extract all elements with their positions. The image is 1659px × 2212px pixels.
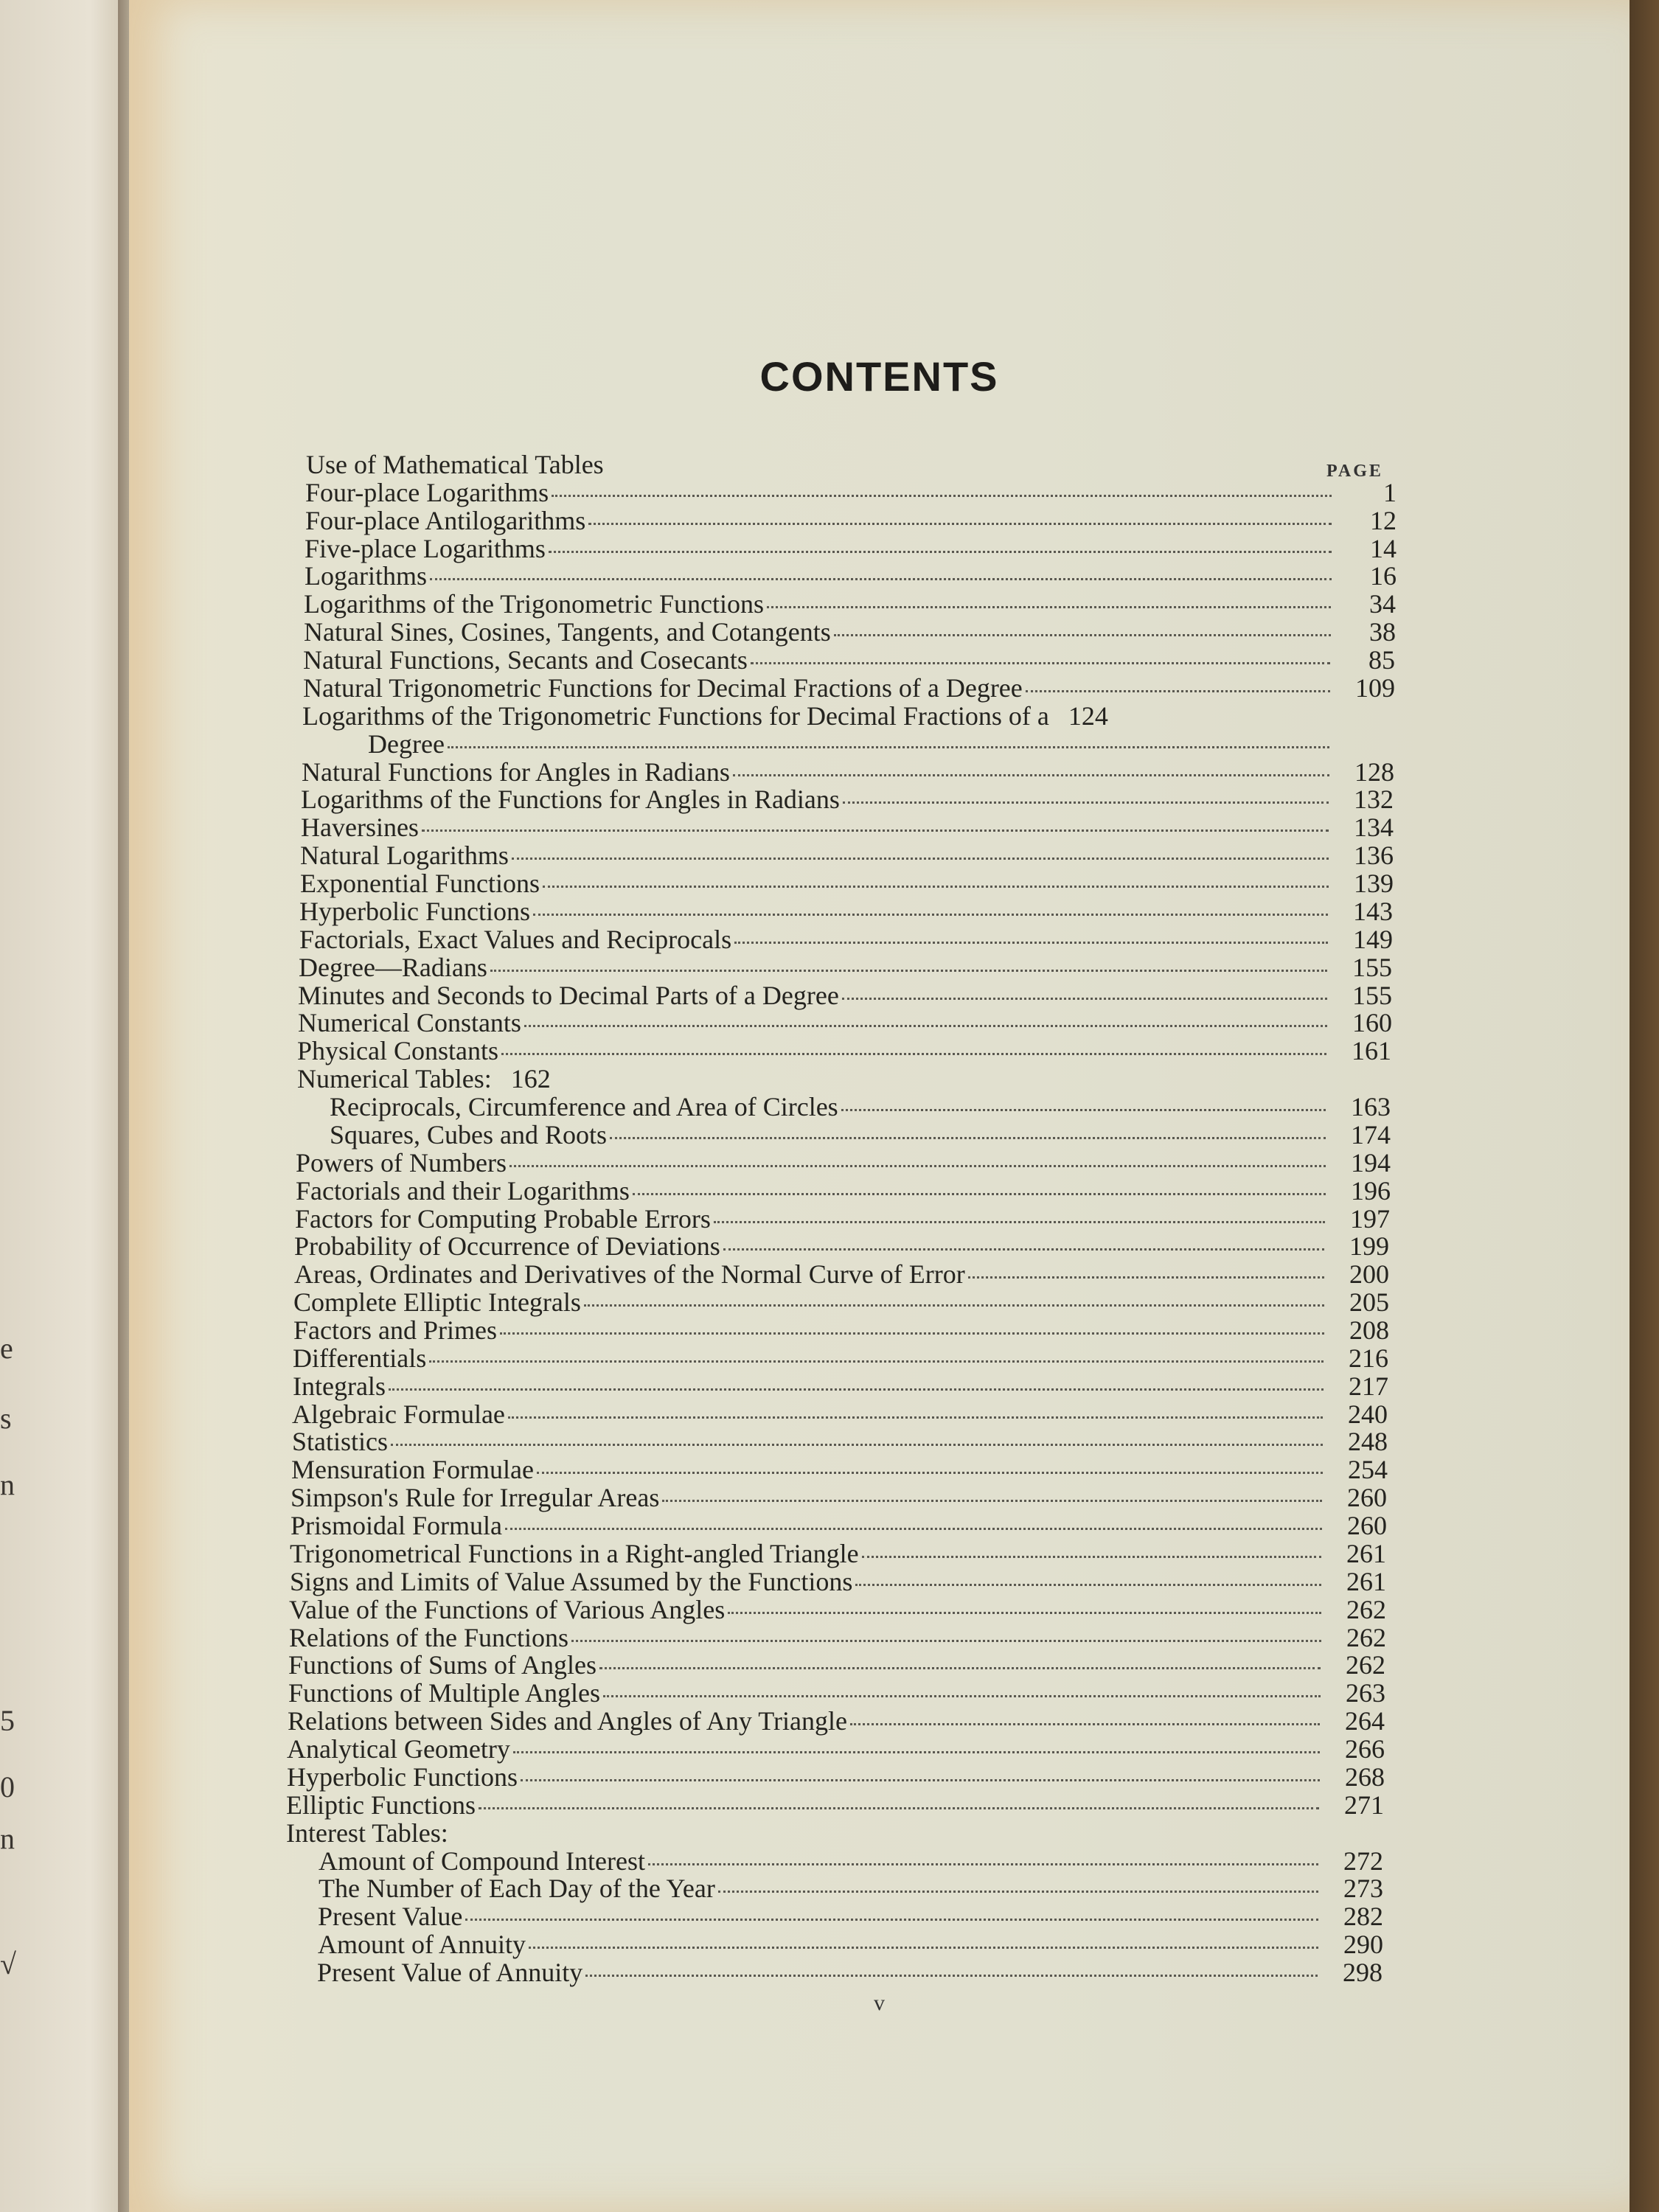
toc-entry-page: 162 bbox=[510, 1064, 551, 1093]
toc-entry-title: Physical Constants bbox=[297, 1036, 499, 1065]
toc-entry-page: 199 bbox=[1349, 1231, 1389, 1261]
right-background-edge bbox=[1626, 0, 1659, 2212]
toc-entry-title: Natural Functions, Secants and Cosecants bbox=[303, 645, 748, 675]
page-folio-number: v bbox=[874, 1991, 885, 2015]
toc-dot-leader bbox=[465, 1919, 1318, 1921]
toc-dot-leader bbox=[588, 523, 1332, 525]
toc-entry bbox=[289, 1595, 1386, 1624]
left-page-fragment: 5 bbox=[0, 1704, 15, 1737]
toc-dot-leader bbox=[512, 858, 1329, 860]
toc-entry-page: 85 bbox=[1368, 645, 1395, 675]
toc-entry-title: Mensuration Formulae bbox=[291, 1455, 534, 1484]
toc-entry bbox=[306, 450, 1397, 479]
toc-entry-title: Powers of Numbers bbox=[296, 1148, 507, 1178]
toc-entry-title: Present Value bbox=[318, 1902, 463, 1931]
toc-entry-title: Haversines bbox=[301, 813, 419, 842]
toc-dot-leader bbox=[585, 1975, 1318, 1977]
toc-entry bbox=[293, 1315, 1389, 1345]
table-of-contents bbox=[129, 0, 1630, 2212]
toc-dot-leader bbox=[533, 914, 1328, 916]
toc-entry bbox=[290, 1567, 1386, 1596]
toc-entry-page: 205 bbox=[1349, 1287, 1389, 1317]
toc-entry-title: Minutes and Seconds to Decimal Parts of a Degree bbox=[298, 981, 839, 1010]
toc-entry-page: 139 bbox=[1354, 869, 1394, 898]
toc-entry-title: Prismoidal Formula bbox=[291, 1511, 502, 1540]
toc-entry-page: 196 bbox=[1351, 1176, 1391, 1206]
toc-entry bbox=[293, 1343, 1388, 1373]
toc-entry-title: Four-place Logarithms bbox=[305, 478, 549, 507]
toc-entry-title: Factors for Computing Probable Errors bbox=[295, 1204, 711, 1234]
toc-entry bbox=[305, 534, 1397, 563]
toc-dot-leader bbox=[834, 634, 1331, 636]
toc-entry-title: Amount of Compound Interest bbox=[319, 1846, 645, 1876]
toc-entry-title: Logarithms of the Functions for Angles in Radians bbox=[301, 785, 840, 814]
toc-entry-page: 155 bbox=[1352, 953, 1392, 982]
toc-dot-leader bbox=[448, 746, 1329, 748]
toc-entry-title: Value of the Functions of Various Angles bbox=[289, 1595, 726, 1624]
toc-entry-page: 290 bbox=[1343, 1930, 1383, 1959]
toc-dot-leader bbox=[751, 662, 1330, 664]
toc-dot-leader bbox=[841, 1109, 1326, 1111]
toc-dot-leader bbox=[429, 1360, 1324, 1363]
toc-entry bbox=[305, 478, 1397, 507]
left-page-fragment: √ bbox=[0, 1947, 16, 1980]
toc-dot-leader bbox=[633, 1193, 1326, 1195]
toc-entry bbox=[305, 506, 1397, 535]
toc-entry bbox=[296, 1148, 1391, 1178]
toc-dot-leader bbox=[529, 1947, 1318, 1949]
toc-dot-leader bbox=[733, 774, 1329, 776]
left-page-fragment: n bbox=[0, 1822, 15, 1855]
toc-entry-title: Natural Trigonometric Functions for Decimal Fractions of a Degree bbox=[303, 673, 1023, 703]
toc-entry bbox=[294, 1259, 1389, 1289]
toc-entry-title: Natural Sines, Cosines, Tangents, and Cotangents bbox=[304, 617, 831, 647]
toc-dot-leader bbox=[524, 1025, 1327, 1027]
toc-entry-page: 254 bbox=[1348, 1455, 1388, 1484]
toc-entry bbox=[293, 1371, 1388, 1401]
toc-dot-leader bbox=[610, 1137, 1326, 1139]
toc-dot-leader bbox=[714, 1221, 1325, 1223]
toc-entry bbox=[294, 1231, 1389, 1261]
toc-entry-page: 197 bbox=[1350, 1204, 1390, 1234]
toc-dot-leader bbox=[430, 578, 1332, 580]
toc-entry-page: 200 bbox=[1349, 1259, 1389, 1289]
toc-entry-page: 261 bbox=[1346, 1567, 1386, 1596]
toc-entry-title: Degree bbox=[368, 729, 445, 759]
toc-dot-leader bbox=[509, 1165, 1326, 1167]
toc-entry-title: Natural Logarithms bbox=[300, 841, 509, 870]
page-title: CONTENTS bbox=[759, 353, 999, 400]
toc-entry-page: 16 bbox=[1370, 561, 1397, 591]
toc-entry-title: Five-place Logarithms bbox=[305, 534, 546, 563]
toc-entry-title: Functions of Multiple Angles bbox=[288, 1678, 600, 1708]
toc-dot-leader bbox=[549, 551, 1332, 553]
toc-entry-title: Amount of Annuity bbox=[318, 1930, 526, 1959]
toc-entry-title: Hyperbolic Functions bbox=[287, 1762, 518, 1792]
toc-entry-page: 143 bbox=[1353, 897, 1393, 926]
toc-entry-title: Logarithms of the Trigonometric Functions bbox=[304, 589, 764, 619]
toc-dot-leader bbox=[500, 1332, 1324, 1335]
toc-entry-title: Degree—Radians bbox=[299, 953, 487, 982]
left-page-text-fragments bbox=[0, 0, 129, 2212]
toc-entry bbox=[301, 813, 1394, 842]
toc-entry-page: 273 bbox=[1343, 1874, 1383, 1903]
toc-dot-leader bbox=[862, 1556, 1321, 1558]
toc-entry-page: 271 bbox=[1344, 1790, 1384, 1820]
toc-entry-page: 262 bbox=[1346, 1623, 1386, 1652]
toc-dot-leader bbox=[552, 495, 1332, 497]
toc-entry bbox=[330, 1092, 1391, 1121]
toc-entry-title: Natural Functions for Angles in Radians bbox=[302, 757, 730, 787]
toc-dot-leader bbox=[648, 1863, 1318, 1865]
toc-entry bbox=[300, 841, 1394, 870]
toc-entry-page: 268 bbox=[1345, 1762, 1385, 1792]
toc-entry-page: 160 bbox=[1352, 1008, 1392, 1037]
toc-entry-title: Factors and Primes bbox=[293, 1315, 497, 1345]
toc-entry bbox=[291, 1511, 1387, 1540]
toc-entry-page: 124 bbox=[1068, 701, 1108, 731]
toc-entry-title: Factorials, Exact Values and Reciprocals bbox=[299, 925, 732, 954]
toc-entry-page: 155 bbox=[1352, 981, 1392, 1010]
toc-entry-page: 262 bbox=[1346, 1650, 1385, 1680]
toc-entry bbox=[305, 561, 1397, 591]
toc-dot-leader bbox=[490, 970, 1327, 972]
toc-entry-title: Elliptic Functions bbox=[286, 1790, 476, 1820]
toc-entry-title: Factorials and their Logarithms bbox=[296, 1176, 630, 1206]
toc-entry bbox=[292, 1427, 1388, 1456]
toc-entry-title: Probability of Occurrence of Deviations bbox=[294, 1231, 720, 1261]
toc-entry bbox=[301, 785, 1394, 814]
toc-dot-leader bbox=[543, 886, 1329, 888]
toc-dot-leader bbox=[479, 1807, 1319, 1809]
toc-entry bbox=[289, 1623, 1386, 1652]
toc-dot-leader bbox=[571, 1640, 1321, 1642]
page-column-label: PAGE bbox=[1326, 462, 1383, 481]
contents-page bbox=[129, 0, 1630, 2212]
toc-entry bbox=[286, 1818, 1384, 1848]
toc-entry bbox=[318, 1902, 1383, 1931]
left-page-fragment: s bbox=[0, 1402, 12, 1435]
toc-entry-title: Areas, Ordinates and Derivatives of the Normal Curve of Error bbox=[294, 1259, 965, 1289]
toc-entry bbox=[297, 1064, 1391, 1093]
toc-entry-title: Trigonometrical Functions in a Right-angled Triangle bbox=[290, 1539, 859, 1568]
toc-entry-page: 1 bbox=[1383, 478, 1397, 507]
toc-entry-page: 216 bbox=[1349, 1343, 1388, 1373]
toc-entry bbox=[299, 897, 1393, 926]
toc-dot-leader bbox=[968, 1276, 1324, 1279]
left-page-fragment: 0 bbox=[0, 1770, 15, 1804]
toc-dot-leader bbox=[501, 1053, 1326, 1055]
toc-entry bbox=[368, 729, 1394, 759]
toc-entry-page: 260 bbox=[1347, 1483, 1387, 1512]
toc-entry bbox=[330, 1120, 1391, 1150]
toc-entry bbox=[300, 869, 1394, 898]
toc-entry-page: 217 bbox=[1349, 1371, 1388, 1401]
toc-entry bbox=[297, 1036, 1391, 1065]
toc-entry-title: Hyperbolic Functions bbox=[299, 897, 530, 926]
toc-entry-page: 174 bbox=[1351, 1120, 1391, 1150]
toc-entry-page: 260 bbox=[1347, 1511, 1387, 1540]
toc-entry-title: Relations between Sides and Angles of Any Triangle bbox=[288, 1706, 847, 1736]
toc-entry-page: 128 bbox=[1354, 757, 1394, 787]
toc-entry bbox=[319, 1874, 1383, 1903]
toc-entry-title: Simpson's Rule for Irregular Areas bbox=[291, 1483, 660, 1512]
toc-entry bbox=[304, 617, 1396, 647]
toc-entry bbox=[304, 589, 1396, 619]
toc-entry bbox=[318, 1930, 1383, 1959]
toc-dot-leader bbox=[505, 1528, 1322, 1530]
toc-entry-page: 109 bbox=[1355, 673, 1395, 703]
toc-dot-leader bbox=[422, 830, 1329, 832]
toc-dot-leader bbox=[521, 1779, 1320, 1781]
toc-entry-page: 240 bbox=[1348, 1399, 1388, 1429]
toc-entry-title: Signs and Limits of Value Assumed by the Functions bbox=[290, 1567, 853, 1596]
toc-entry-title: Logarithms bbox=[305, 561, 427, 591]
toc-dot-leader bbox=[842, 998, 1327, 1000]
toc-entry-page: 266 bbox=[1345, 1734, 1385, 1764]
toc-entry-page: 12 bbox=[1370, 506, 1397, 535]
toc-entry-title: Statistics bbox=[292, 1427, 389, 1456]
toc-entry-page: 14 bbox=[1370, 534, 1397, 563]
toc-entry-title: Four-place Antilogarithms bbox=[305, 506, 586, 535]
toc-entry bbox=[317, 1958, 1382, 1987]
toc-dot-leader bbox=[508, 1416, 1323, 1419]
toc-entry-page: 263 bbox=[1346, 1678, 1385, 1708]
toc-entry bbox=[291, 1455, 1388, 1484]
toc-entry-page: 38 bbox=[1369, 617, 1396, 647]
toc-dot-leader bbox=[728, 1612, 1321, 1614]
toc-entry-page: 264 bbox=[1345, 1706, 1385, 1736]
toc-entry bbox=[299, 953, 1392, 982]
toc-dot-leader bbox=[767, 606, 1331, 608]
toc-entry-title: Differentials bbox=[293, 1343, 427, 1373]
toc-entry bbox=[288, 1650, 1385, 1680]
toc-dot-leader bbox=[850, 1723, 1320, 1725]
toc-entry-title: Reciprocals, Circumference and Area of Circles bbox=[330, 1092, 838, 1121]
toc-entry-page: 262 bbox=[1346, 1595, 1386, 1624]
toc-entry-page: 248 bbox=[1348, 1427, 1388, 1456]
toc-dot-leader bbox=[513, 1751, 1320, 1753]
toc-entry bbox=[302, 757, 1394, 787]
toc-entry bbox=[287, 1734, 1385, 1764]
toc-entry-page: 163 bbox=[1351, 1092, 1391, 1121]
toc-entry-page: 194 bbox=[1351, 1148, 1391, 1178]
left-page-fragment: n bbox=[0, 1468, 15, 1501]
toc-entry-title: Analytical Geometry bbox=[287, 1734, 510, 1764]
toc-entry bbox=[299, 925, 1393, 954]
toc-entry-title: Complete Elliptic Integrals bbox=[293, 1287, 581, 1317]
toc-entry bbox=[293, 1287, 1389, 1317]
toc-entry-title: Relations of the Functions bbox=[289, 1623, 568, 1652]
toc-entry bbox=[295, 1204, 1390, 1234]
toc-entry bbox=[288, 1706, 1385, 1736]
toc-dot-leader bbox=[584, 1304, 1324, 1307]
toc-dot-leader bbox=[718, 1891, 1318, 1893]
toc-entry-title: Algebraic Formulae bbox=[292, 1399, 505, 1429]
toc-entry-page: 261 bbox=[1346, 1539, 1386, 1568]
toc-entry bbox=[287, 1762, 1385, 1792]
toc-entry-page: 132 bbox=[1354, 785, 1394, 814]
toc-entry-title: Functions of Sums of Angles bbox=[288, 1650, 597, 1680]
toc-dot-leader bbox=[1026, 690, 1330, 692]
toc-entry-title: Numerical Constants bbox=[298, 1008, 521, 1037]
toc-entry bbox=[290, 1539, 1386, 1568]
left-facing-page bbox=[0, 0, 129, 2212]
toc-dot-leader bbox=[391, 1444, 1323, 1446]
toc-entry bbox=[291, 1483, 1387, 1512]
toc-entry bbox=[288, 1678, 1385, 1708]
toc-dot-leader bbox=[843, 801, 1329, 804]
toc-entry bbox=[292, 1399, 1388, 1429]
toc-entry-page: 298 bbox=[1343, 1958, 1382, 1987]
toc-dot-leader bbox=[734, 942, 1328, 944]
toc-dot-leader bbox=[537, 1472, 1323, 1474]
toc-entry-page: 134 bbox=[1354, 813, 1394, 842]
toc-entry-page: 149 bbox=[1353, 925, 1393, 954]
toc-entry-page: 136 bbox=[1354, 841, 1394, 870]
toc-entry-title: Logarithms of the Trigonometric Functions for Decimal Fractions of a bbox=[302, 701, 1049, 731]
toc-entry-title: Numerical Tables: bbox=[297, 1064, 492, 1093]
left-page-fragment: e bbox=[0, 1332, 13, 1365]
toc-entry-title: Present Value of Annuity bbox=[317, 1958, 583, 1987]
toc-dot-leader bbox=[603, 1695, 1321, 1697]
toc-entry bbox=[298, 981, 1392, 1010]
toc-dot-leader bbox=[855, 1584, 1321, 1586]
toc-entry bbox=[302, 701, 1395, 731]
toc-dot-leader bbox=[389, 1388, 1324, 1391]
toc-entry-page: 161 bbox=[1352, 1036, 1391, 1065]
toc-entry-title: Use of Mathematical Tables bbox=[306, 450, 604, 479]
toc-entry-page: 282 bbox=[1343, 1902, 1383, 1931]
toc-entry-page: 272 bbox=[1343, 1846, 1383, 1876]
toc-entry bbox=[296, 1176, 1391, 1206]
toc-entry-title: Exponential Functions bbox=[300, 869, 540, 898]
toc-entry bbox=[303, 673, 1395, 703]
toc-entry bbox=[319, 1846, 1383, 1876]
toc-dot-leader bbox=[662, 1500, 1322, 1502]
toc-entry bbox=[298, 1008, 1392, 1037]
toc-entry-title: Squares, Cubes and Roots bbox=[330, 1120, 607, 1150]
toc-entry-title: Integrals bbox=[293, 1371, 386, 1401]
toc-entry-title: The Number of Each Day of the Year bbox=[319, 1874, 715, 1903]
toc-dot-leader bbox=[723, 1248, 1324, 1251]
toc-entry bbox=[303, 645, 1395, 675]
toc-entry-page: 208 bbox=[1349, 1315, 1389, 1345]
toc-entry-page: 34 bbox=[1369, 589, 1396, 619]
toc-entry bbox=[286, 1790, 1384, 1820]
toc-dot-leader bbox=[599, 1667, 1321, 1669]
toc-entry-title: Interest Tables: bbox=[286, 1818, 448, 1848]
